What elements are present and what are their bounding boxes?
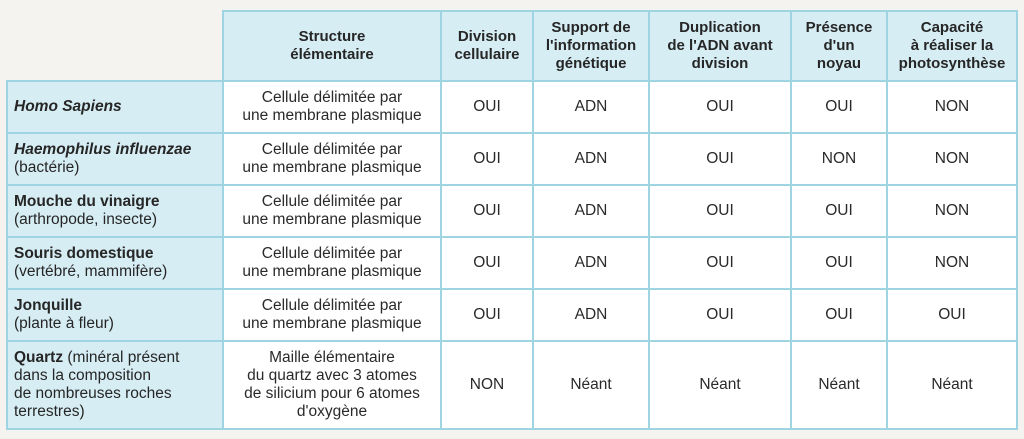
organism-name: Souris domestique xyxy=(14,245,154,262)
value-cell: NON xyxy=(887,237,1017,289)
value-cell: OUI xyxy=(649,289,791,341)
organism-detail: (minéral présent dans la composition de nombreuses roches terrestres) xyxy=(14,349,180,420)
structure-cell: Cellule délimitée par une membrane plasmique xyxy=(223,133,441,185)
value-cell: OUI xyxy=(441,289,533,341)
header-duplication: Duplication de l'ADN avant division xyxy=(649,11,791,81)
value-cell: NON xyxy=(887,133,1017,185)
organism-detail: (bactérie) xyxy=(14,159,80,176)
row-label xyxy=(7,289,223,341)
value-cell: NON xyxy=(887,81,1017,133)
value-cell: OUI xyxy=(649,237,791,289)
table-row xyxy=(7,81,1017,133)
value-cell: OUI xyxy=(649,185,791,237)
header-structure: Structure élémentaire xyxy=(223,11,441,81)
value-cell: OUI xyxy=(441,133,533,185)
structure-cell: Cellule délimitée par une membrane plasmique xyxy=(223,185,441,237)
value-cell: ADN xyxy=(533,133,649,185)
structure-cell: Cellule délimitée par une membrane plasmique xyxy=(223,81,441,133)
organism-detail: (plante à fleur) xyxy=(14,315,114,332)
organism-detail: (arthropode, insecte) xyxy=(14,211,158,228)
value-cell: NON xyxy=(887,185,1017,237)
organism-name: Haemophilus influenzae xyxy=(14,141,192,158)
value-cell: OUI xyxy=(887,289,1017,341)
comparison-table-container xyxy=(6,10,1018,430)
value-cell: OUI xyxy=(649,81,791,133)
organism-name: Quartz xyxy=(14,349,64,366)
value-cell: OUI xyxy=(441,81,533,133)
table-row xyxy=(7,133,1017,185)
structure-cell: Maille élémentaire du quartz avec 3 atomes de silicium pour 6 atomes d'oxygène xyxy=(223,341,441,429)
value-cell: OUI xyxy=(791,289,887,341)
table-row xyxy=(7,341,1017,429)
header-division: Division cellulaire xyxy=(441,11,533,81)
value-cell: Néant xyxy=(791,341,887,429)
value-cell: ADN xyxy=(533,289,649,341)
corner-cell xyxy=(7,11,223,81)
organism-name: Mouche du vinaigre xyxy=(14,193,160,210)
row-label xyxy=(7,185,223,237)
structure-cell: Cellule délimitée par une membrane plasmique xyxy=(223,289,441,341)
value-cell: NON xyxy=(791,133,887,185)
organism-detail: (vertébré, mammifère) xyxy=(14,263,168,280)
value-cell: OUI xyxy=(441,185,533,237)
row-label xyxy=(7,237,223,289)
value-cell: OUI xyxy=(791,185,887,237)
row-label xyxy=(7,81,223,133)
value-cell: Néant xyxy=(887,341,1017,429)
header-support: Support de l'information génétique xyxy=(533,11,649,81)
header-row xyxy=(7,11,1017,81)
value-cell: NON xyxy=(441,341,533,429)
comparison-table xyxy=(6,10,1018,430)
value-cell: ADN xyxy=(533,81,649,133)
table-row xyxy=(7,237,1017,289)
structure-cell: Cellule délimitée par une membrane plasmique xyxy=(223,237,441,289)
organism-name: Jonquille xyxy=(14,297,83,314)
value-cell: ADN xyxy=(533,185,649,237)
table-row xyxy=(7,185,1017,237)
value-cell: OUI xyxy=(649,133,791,185)
table-row xyxy=(7,289,1017,341)
value-cell: OUI xyxy=(441,237,533,289)
value-cell: Néant xyxy=(533,341,649,429)
value-cell: Néant xyxy=(649,341,791,429)
header-noyau: Présence d'un noyau xyxy=(791,11,887,81)
header-photosynthese: Capacité à réaliser la photosynthèse xyxy=(887,11,1017,81)
value-cell: ADN xyxy=(533,237,649,289)
row-label xyxy=(7,341,223,429)
organism-name: Homo Sapiens xyxy=(14,98,122,115)
row-label xyxy=(7,133,223,185)
value-cell: OUI xyxy=(791,237,887,289)
value-cell: OUI xyxy=(791,81,887,133)
